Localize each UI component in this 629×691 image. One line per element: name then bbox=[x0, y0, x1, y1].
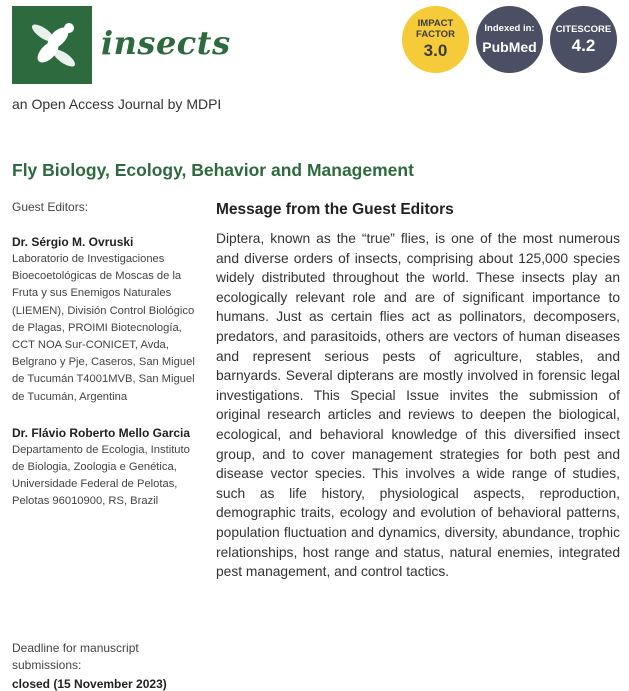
impact-factor-badge bbox=[402, 6, 469, 73]
editor-affiliation: Laboratorio de Investigaciones Bioecoetológicas de Moscas de la Fruta y sus Enemigos Naturales (LIEMEN), División Control Biológico de Plagas, PROIMI Biotecnología, CCT NOA Sur-CONICET, Avda, Belgrano y Pje, Caseros, San Miguel de Tucumán T4001MVB, San Miguel de Tucumán, Argentina bbox=[12, 253, 195, 403]
impact-factor-label-2: FACTOR bbox=[416, 29, 455, 40]
insect-logo-icon bbox=[12, 6, 92, 84]
message-title: Message from the Guest Editors bbox=[216, 201, 454, 218]
message-body: Diptera, known as the “true” flies, is one of the most numerous and diverse orders of insects, comprising about 125,000 species widely distributed throughout the world. These insects play an ecologically relevant role and are of significant importance to humans. Just as certain flies act as pollinators, decomposers, predators, and parasitoids, others are vectors of human diseases and represent serious pests of agriculture, stables, and barnyards. Several dipterans are mostly involved in forensic legal investigations. This Special Issue invites the submission of original research articles and reviews to deepen the biological, ecological, and behavioral knowledge of this diversified insect group, and to cover management strategies for both pest and disease vector species. This involves a wide range of studies, such as life history, physiological aspects, reproduction, demographic traits, ecology and evolution of behavioral patterns, population fluctuation and dynamics, diversity, abundance, trophic relationships, host range and status, natural enemies, integrated pest management, and control tactics. bbox=[216, 231, 620, 580]
journal-logo bbox=[12, 6, 92, 84]
editor-name: Dr. Flávio Roberto Mello Garcia bbox=[12, 425, 191, 440]
guest-editors-message bbox=[216, 200, 620, 582]
submission-deadline bbox=[12, 640, 197, 691]
impact-factor-label-1: IMPACT bbox=[417, 18, 454, 29]
impact-factor-value: 3.0 bbox=[423, 41, 448, 60]
citescore-label: CITESCORE bbox=[555, 23, 612, 35]
pubmed-label: Indexed in: bbox=[484, 22, 535, 34]
editor-entry bbox=[12, 424, 197, 511]
journal-name: insects bbox=[101, 24, 231, 62]
citescore-value: 4.2 bbox=[571, 35, 596, 55]
guest-editors-sidebar bbox=[12, 200, 197, 511]
special-issue-title: Fly Biology, Ecology, Behavior and Management bbox=[12, 160, 414, 180]
editor-name: Dr. Sérgio M. Ovruski bbox=[12, 235, 134, 249]
guest-editors-heading: Guest Editors: bbox=[12, 200, 89, 214]
citescore-badge bbox=[550, 6, 617, 73]
pubmed-badge bbox=[476, 6, 543, 73]
editor-entry bbox=[12, 233, 197, 406]
deadline-label: Deadline for manuscript submissions: bbox=[12, 641, 139, 672]
journal-tagline: an Open Access Journal by MDPI bbox=[12, 96, 222, 112]
pubmed-value: PubMed bbox=[482, 38, 537, 55]
editor-affiliation: Departamento de Ecologia, Instituto de Biologia, Zoologia e Genética, Universidade Federal de Pelotas, Pelotas 96010900, RS, Brazil bbox=[12, 443, 190, 508]
deadline-value: closed (15 November 2023) bbox=[12, 677, 167, 691]
